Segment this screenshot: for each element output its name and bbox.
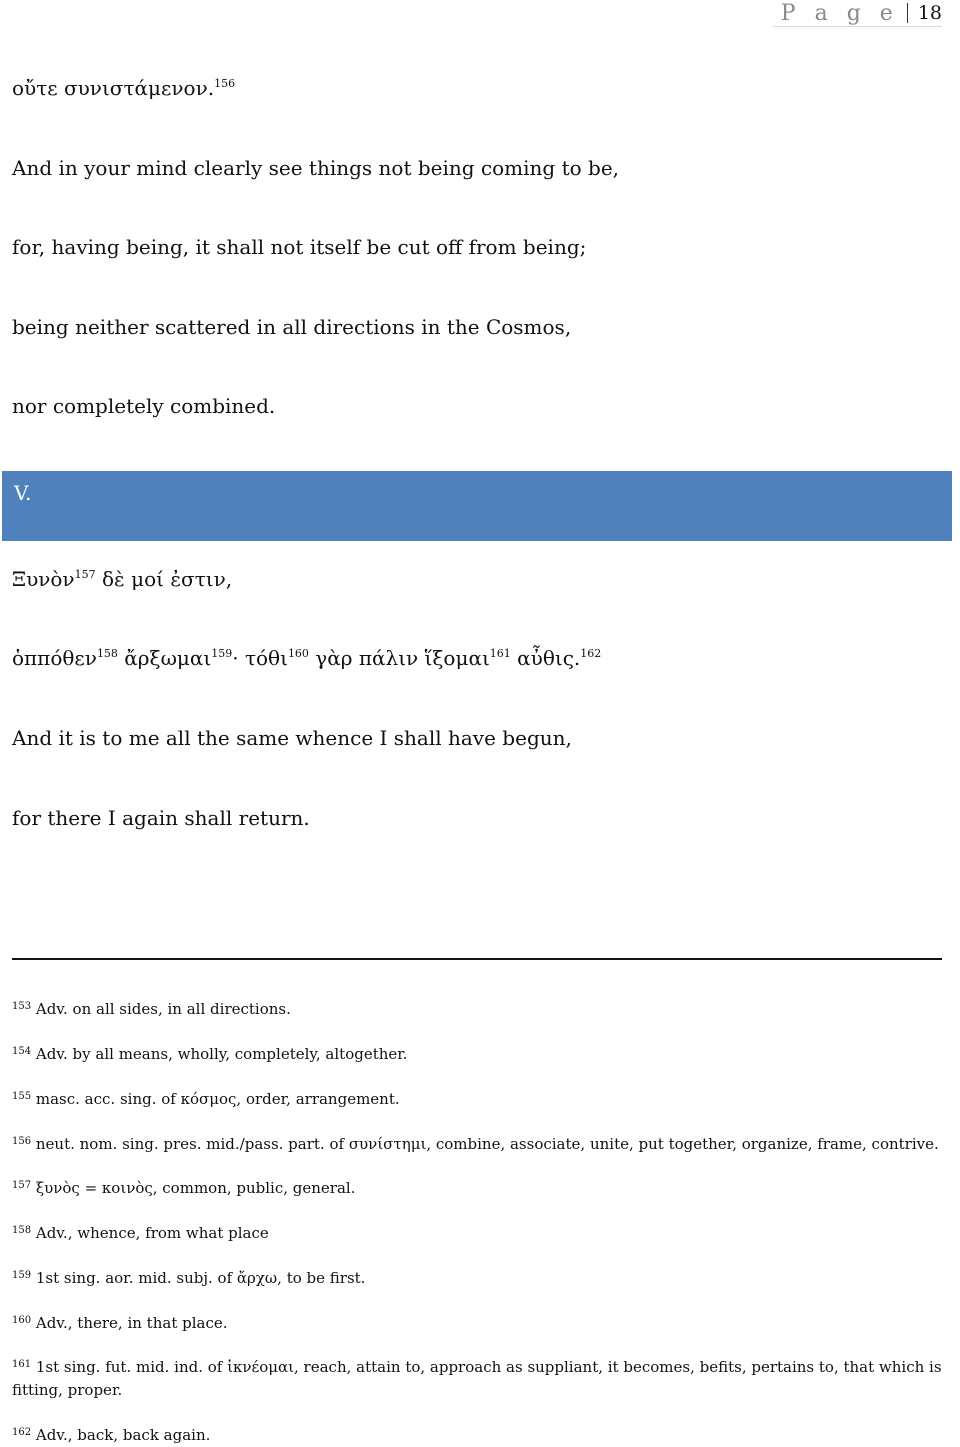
footnote-ref[interactable]: 161 bbox=[489, 647, 511, 660]
greek-word: · τόθι bbox=[232, 646, 288, 670]
english-line: for, having being, it shall not itself be cut off from being; bbox=[12, 235, 587, 259]
footnote-number: 155 bbox=[12, 1091, 32, 1102]
page-header bbox=[773, 0, 942, 27]
greek-text: οὔτε συνιστάμενον. bbox=[12, 76, 215, 100]
footnote bbox=[12, 1356, 944, 1402]
footnote-ref[interactable]: 159 bbox=[211, 647, 233, 660]
footnote-text: ξυνὸς = κοινὸς, common, public, general. bbox=[35, 1179, 356, 1197]
footnote bbox=[12, 1424, 944, 1447]
footnote bbox=[12, 1267, 944, 1290]
english-line: nor completely combined. bbox=[12, 394, 276, 418]
footnote bbox=[12, 1133, 944, 1156]
footnote-number: 154 bbox=[12, 1046, 32, 1057]
greek-word: Ξυνὸν bbox=[12, 567, 75, 591]
footnote-ref[interactable]: 162 bbox=[580, 647, 602, 660]
greek-line-3 bbox=[12, 646, 601, 670]
footnote-text: 1st sing. fut. mid. ind. of ἱκνέομαι, reach, attain to, approach as suppliant, it becomes, befits, pertains to, that which is fitting, proper. bbox=[12, 1358, 942, 1399]
footnote-number: 157 bbox=[12, 1180, 32, 1191]
footnote-text: 1st sing. aor. mid. subj. of ἄρχω, to be first. bbox=[35, 1269, 366, 1287]
footnote-number: 161 bbox=[12, 1359, 32, 1370]
page-number: 18 bbox=[917, 2, 942, 24]
greek-line-2 bbox=[12, 567, 232, 591]
footnote-ref[interactable]: 158 bbox=[96, 647, 118, 660]
footnote-separator bbox=[12, 958, 942, 960]
footnote-number: 156 bbox=[12, 1136, 32, 1147]
footnote bbox=[12, 1177, 944, 1200]
greek-text: δὲ μοί ἐστιν, bbox=[95, 567, 233, 591]
english-line: And in your mind clearly see things not being coming to be, bbox=[12, 156, 620, 180]
footnote-ref[interactable]: 156 bbox=[214, 77, 236, 90]
footnote bbox=[12, 1043, 944, 1066]
footnote-number: 160 bbox=[12, 1315, 32, 1326]
footnote-ref[interactable]: 157 bbox=[74, 568, 96, 581]
english-line: And it is to me all the same whence I shall have begun, bbox=[12, 726, 572, 750]
footnote-text: neut. nom. sing. pres. mid./pass. part. of συνίστημι, combine, associate, unite, put together, organize, frame, contrive. bbox=[35, 1135, 939, 1153]
footnote-text: Adv. by all means, wholly, completely, altogether. bbox=[35, 1045, 408, 1063]
footnote-ref[interactable]: 160 bbox=[287, 647, 309, 660]
footnote-number: 153 bbox=[12, 1001, 32, 1012]
page-label: P a g e bbox=[780, 0, 899, 26]
footnote-text: Adv., back, back again. bbox=[35, 1426, 211, 1444]
footnote-number: 158 bbox=[12, 1225, 32, 1236]
greek-line-1 bbox=[12, 76, 235, 100]
footnote bbox=[12, 1222, 944, 1245]
section-heading-band bbox=[2, 471, 952, 541]
footnote-number: 162 bbox=[12, 1427, 32, 1438]
section-label: V. bbox=[14, 481, 32, 505]
footnote bbox=[12, 998, 944, 1021]
english-line: being neither scattered in all directions in the Cosmos, bbox=[12, 315, 572, 339]
greek-word: ὁππόθεν bbox=[12, 646, 97, 670]
page-separator bbox=[907, 3, 908, 23]
greek-word: ἄρξωμαι bbox=[117, 646, 212, 670]
footnote-text: masc. acc. sing. of κόσμος, order, arrangement. bbox=[35, 1090, 400, 1108]
footnote bbox=[12, 1088, 944, 1111]
footnote-text: Adv. on all sides, in all directions. bbox=[35, 1000, 291, 1018]
greek-word: γὰρ πάλιν ἵξομαι bbox=[308, 646, 490, 670]
footnote bbox=[12, 1312, 944, 1335]
greek-word: αὖθις. bbox=[510, 646, 581, 670]
footnote-text: Adv., there, in that place. bbox=[35, 1314, 228, 1332]
footnote-number: 159 bbox=[12, 1270, 32, 1281]
english-line: for there I again shall return. bbox=[12, 806, 310, 830]
footnote-text: Adv., whence, from what place bbox=[35, 1224, 269, 1242]
